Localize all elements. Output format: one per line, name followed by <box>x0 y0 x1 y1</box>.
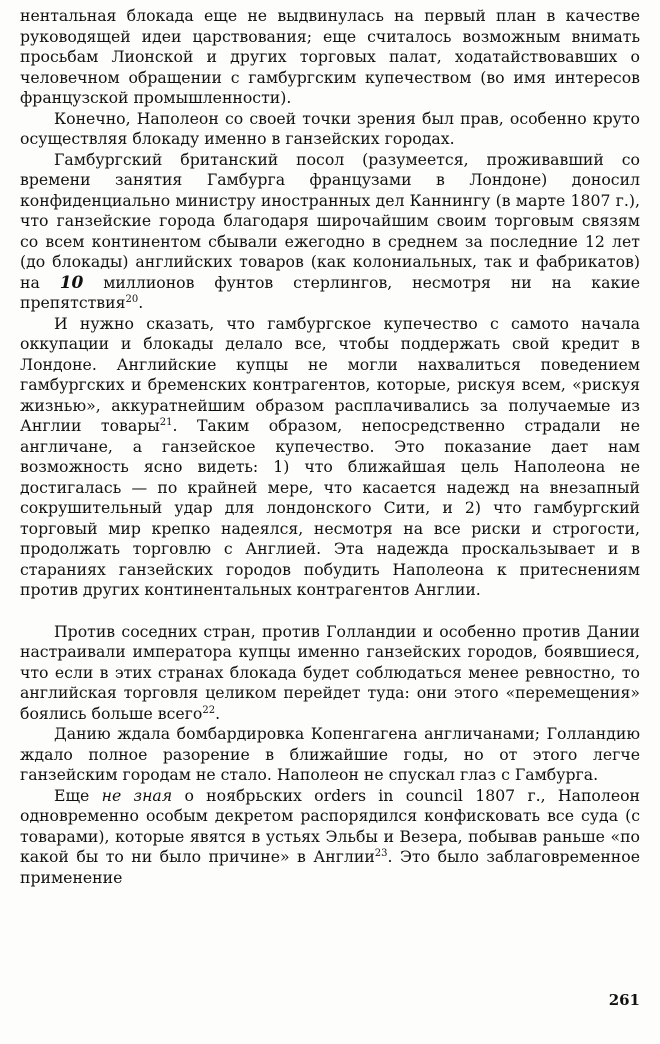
paragraph-p3 <box>20 150 640 314</box>
page-number: 261 <box>608 991 640 1009</box>
footnote-ref: 20 <box>125 293 139 305</box>
text-run: . Таким образом, непосредственно страдали не англичане, а ганзейское купечество. Это показание дает нам возможность ясно видеть: 1) что ближайшая цель Наполеона не достигалась — по крайней мере, что касается надежд на внезапный сокрушительный удар для лондонского Сити, и 2) что гамбургский торговый мир крепко надеялся, несмотря на все риски и строгости, продолжать торговлю с Англией. Эта надежда проскальзывает и в стараниях ганзейских городов побудить Наполеона к притеснениям против других континентальных контрагентов Англии. <box>20 416 640 599</box>
section-gap <box>20 601 640 622</box>
text-run: Данию ждала бомбардировка Копенгагена англичанами; Голландию ждало полное разорение в ближайшие годы, но от этого легче ганзейским городам не стало. Наполеон не спускал глаз с Гамбурга. <box>20 724 640 784</box>
text-run: не зная <box>101 785 173 805</box>
paragraph-p5 <box>20 622 640 725</box>
paragraph-p4 <box>20 314 640 601</box>
text-run: Еще <box>54 785 102 805</box>
text-run: И нужно сказать, что гамбургское купечество с самото начала оккупации и блокады делало все, чтобы поддержать свой кредит в Лондоне. Английские купцы не могли нахвалиться поведением гамбургских и бременских контрагентов, которые, рискуя всем, «рискуя жизнью», аккуратнейшим образом расплачивались за получаемые из Англии товары <box>20 313 640 435</box>
text-run: Против соседних стран, против Голландии и особенно против Дании настраивали императора купцы именно ганзейских городов, боявшиеся, что если в этих странах блокада будет соблюдаться менее ревностно, то английская торговля целиком перейдет туда: они этого «перемещения» боялись больше всего <box>20 621 640 723</box>
text-run: . <box>138 293 144 312</box>
text-run: Конечно, Наполеон со своей точки зрения был прав, особенно круто осуществляя блокаду именно в ганзейских городах. <box>20 108 640 148</box>
text-run: . <box>215 703 221 723</box>
text-column <box>20 6 640 888</box>
text-run: . Это было заблаговременное применение <box>20 847 640 887</box>
paragraph-p7 <box>20 786 640 889</box>
text-run: миллионов фунтов стерлингов, несмотря ни на какие препятствия <box>20 272 640 312</box>
footnote-ref: 23 <box>374 847 388 859</box>
paragraph-p6 <box>20 724 640 786</box>
text-run: 10 <box>59 272 84 293</box>
text-run: Гамбургский британский посол (разумеется, проживавший со времени занятия Гамбурга французами в Лондоне) доносил конфиденциально министру иностранных дел Каннингу (в марте 1807 г.), что ганзейские города благодаря широчайшим своим торговым связям со всем континентом сбывали ежегодно в среднем за последние 12 лет (до блокады) английских товаров (как колониальных, так и фабрикатов) на <box>20 149 640 292</box>
paragraph-p1 <box>20 6 640 109</box>
text-run: нентальная блокада еще не выдвинулась на первый план в качестве руководящей идеи царствования; еще считалось возможным внимать просьбам Лионской и других торговых палат, ходатайствовавших о человечном обращении с гамбургским купечеством (во имя интересов французской промышленности). <box>20 6 640 107</box>
footnote-ref: 22 <box>202 704 216 716</box>
paragraph-p2 <box>20 109 640 150</box>
text-run: о ноябрьских orders in council 1807 г., Наполеон одновременно особым декретом распорядился конфисковать все суда (с товарами), которые явятся в устьях Эльбы и Везера, побывав раньше «по какой бы то ни было причине» в Англии <box>20 785 641 866</box>
footnote-ref: 21 <box>159 416 173 428</box>
